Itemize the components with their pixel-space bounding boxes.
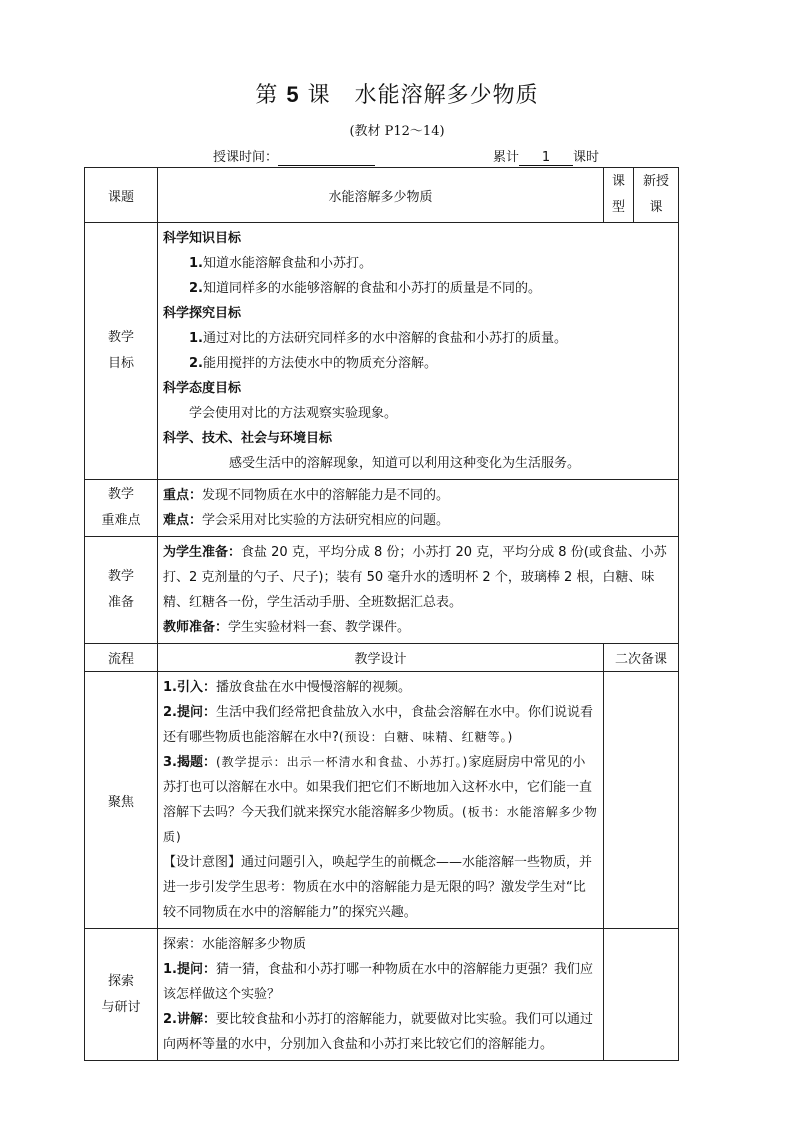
- explore-explain: [163, 1007, 598, 1057]
- attitude-heading: 科学态度目标: [163, 381, 242, 396]
- sts-item: 感受生活中的溶解现象，知道可以利用这种变化为生活服务。: [229, 456, 581, 471]
- inquiry-item-2-num: 2.: [189, 356, 203, 371]
- topic-row: [85, 168, 679, 223]
- focus-question-label: 提问：: [176, 705, 216, 720]
- focus-question: [163, 700, 598, 750]
- topic-value: 水能溶解多少物质: [158, 168, 604, 223]
- student-preparation-text: 食盐 20 克，平均分成 8 份；小苏打 20 克，平均分成 8 份(或食盐、小苏打、2 克剂量的勺子、尺子)；装有 50 毫升水的透明杯 2 个，玻璃棒 2 根，白糖、味精、红糖各一份，学生活动手册、全班数据汇总表。: [163, 545, 667, 610]
- key-points-label-2: 重难点: [101, 513, 141, 528]
- focus-reveal-label: 揭题：: [176, 755, 216, 770]
- focus-intro-text: 播放食盐在水中慢慢溶解的视频。: [216, 680, 412, 695]
- total-value: 1: [519, 150, 573, 166]
- lesson-type-label: [604, 168, 634, 223]
- explore-question-label: 提问：: [176, 962, 216, 977]
- knowledge-item-1-text: 知道水能溶解食盐和小苏打。: [202, 256, 372, 271]
- lesson-type-value: [634, 168, 679, 223]
- explore-question-text: 猜一猜，食盐和小苏打哪一种物质在水中的溶解能力更强？我们应该怎样做这个实验？: [163, 962, 594, 1002]
- title-prefix: 第: [255, 83, 279, 108]
- focus-content: [158, 672, 604, 929]
- difficult-point-label: 难点：: [163, 513, 203, 528]
- attitude-item: 学会使用对比的方法观察实验现象。: [189, 406, 398, 421]
- preparation-label-1: 教学: [107, 569, 134, 584]
- design-header: 教学设计: [158, 644, 604, 672]
- design-intent-label: 【设计意图】: [163, 855, 242, 870]
- total-hours: [493, 146, 599, 166]
- design-intent-text: 通过问题引入，唤起学生的前概念——水能溶解一些物质，并进一步引发学生思考：物质在水中的溶解能力是无限的吗？激发学生对“比较不同物质在水中的溶解能力”的探究兴趣。: [163, 855, 593, 920]
- teacher-preparation: [163, 615, 673, 640]
- teaching-time-blank: [278, 150, 375, 166]
- explore-second-prep: [604, 929, 679, 1061]
- teacher-preparation-text: 学生实验材料一套、教学课件。: [228, 620, 411, 635]
- key-points-label: [85, 480, 158, 537]
- knowledge-item-2-text: 知道同样多的水能够溶解的食盐和小苏打的质量是不同的。: [202, 281, 541, 296]
- explore-label-2: 与研讨: [101, 999, 141, 1015]
- focus-blackboard-note: (板书：水能溶解多少物质): [163, 805, 598, 844]
- explore-question-num: 1.: [163, 962, 177, 977]
- preparation-label-2: 准备: [107, 595, 134, 610]
- focus-question-text: 生活中我们经常把食盐放入水中，食盐会溶解在水中。你们说说看还有哪些物质也能溶解在水中?: [163, 705, 594, 745]
- focus-reveal: [163, 750, 598, 850]
- objectives-label-1: 教学: [107, 330, 134, 345]
- focus-reveal-note: (教学提示：出示一杯清水和食盐、小苏打。): [216, 755, 469, 769]
- inquiry-item-1: [163, 326, 673, 351]
- student-preparation: [163, 540, 673, 615]
- inquiry-item-2-text: 能用搅拌的方法使水中的物质充分溶解。: [202, 356, 437, 371]
- focus-question-num: 2.: [163, 705, 177, 720]
- difficult-point: [163, 508, 673, 533]
- explore-question: [163, 957, 598, 1007]
- preparation-label: [85, 537, 158, 644]
- explore-intro: 探索：水能溶解多少物质: [163, 937, 307, 952]
- knowledge-item-1-num: 1.: [189, 256, 203, 271]
- focus-row: [85, 672, 679, 929]
- lesson-title: [0, 78, 794, 109]
- focus-design-intent: [163, 850, 598, 925]
- focus-second-prep: [604, 672, 679, 929]
- sts-heading: 科学、技术、社会与环境目标: [163, 431, 333, 446]
- title-main: 水能溶解多少物质: [354, 83, 539, 108]
- focus-reveal-num: 3.: [163, 755, 177, 770]
- teacher-preparation-label: 教师准备：: [163, 620, 229, 635]
- title-suffix: 课: [307, 83, 331, 108]
- focus-intro-num: 1.: [163, 680, 177, 695]
- objectives-label-2: 目标: [107, 356, 134, 371]
- focus-intro-label: 引入：: [176, 680, 216, 695]
- hours-label: 课时: [573, 150, 600, 165]
- key-point-text: 发现不同物质在水中的溶解能力是不同的。: [202, 488, 450, 503]
- textbook-pages: (教材 P12～14): [349, 124, 445, 139]
- lesson-type-value-2: 课: [649, 200, 663, 215]
- flow-header: 流程: [85, 644, 158, 672]
- objectives-label: [85, 223, 158, 480]
- explore-explain-label: 讲解：: [176, 1012, 216, 1027]
- inquiry-item-2: [163, 351, 673, 376]
- key-points-label-1: 教学: [107, 487, 134, 502]
- lesson-type-label-1: 课: [611, 174, 625, 189]
- knowledge-heading: 科学知识目标: [163, 231, 242, 246]
- explore-label: [85, 929, 158, 1061]
- objectives-content: [158, 223, 679, 480]
- explore-label-1: 探索: [107, 973, 134, 989]
- explore-explain-text: 要比较食盐和小苏打的溶解能力，就要做对比实验。我们可以通过向两杯等量的水中，分别加入食盐和小苏打来比较它们的溶解能力。: [163, 1012, 594, 1052]
- lesson-type-label-2: 型: [611, 200, 625, 215]
- total-label: 累计: [493, 150, 520, 165]
- topic-label: 课题: [85, 168, 158, 223]
- inquiry-item-1-text: 通过对比的方法研究同样多的水中溶解的食盐和小苏打的质量。: [202, 331, 567, 346]
- knowledge-item-1: [163, 251, 673, 276]
- lesson-plan-table: [84, 167, 679, 1061]
- explore-row: [85, 929, 679, 1061]
- focus-label: 聚焦: [85, 672, 158, 929]
- inquiry-heading: 科学探究目标: [163, 306, 242, 321]
- teaching-time: [213, 146, 375, 166]
- key-points-row: [85, 480, 679, 537]
- preparation-content: [158, 537, 679, 644]
- student-preparation-label: 为学生准备：: [163, 545, 242, 560]
- focus-question-note: (预设：白糖、味精、红糖等。): [338, 730, 514, 744]
- key-point: [163, 483, 673, 508]
- difficult-point-text: 学会采用对比实验的方法研究相应的问题。: [202, 513, 450, 528]
- explore-content: [158, 929, 604, 1061]
- lesson-type-value-1: 新授: [642, 174, 669, 189]
- title-number: 5: [286, 82, 300, 107]
- second-prep-header: 二次备课: [604, 644, 679, 672]
- knowledge-item-2: [163, 276, 673, 301]
- flow-header-row: [85, 644, 679, 672]
- inquiry-item-1-num: 1.: [189, 331, 203, 346]
- objectives-row: [85, 223, 679, 480]
- key-point-label: 重点：: [163, 488, 203, 503]
- focus-reveal-text: 家庭厨房中常见的小苏打也可以溶解在水中。如果我们把它们不断地加入这杯水中，它们能一直溶解下去吗？今天我们就来探究水能溶解多少物质。: [163, 755, 593, 820]
- focus-intro: [163, 675, 598, 700]
- preparation-row: [85, 537, 679, 644]
- key-points-content: [158, 480, 679, 537]
- knowledge-item-2-num: 2.: [189, 281, 203, 296]
- explore-explain-num: 2.: [163, 1012, 177, 1027]
- teaching-time-label: 授课时间：: [213, 150, 279, 165]
